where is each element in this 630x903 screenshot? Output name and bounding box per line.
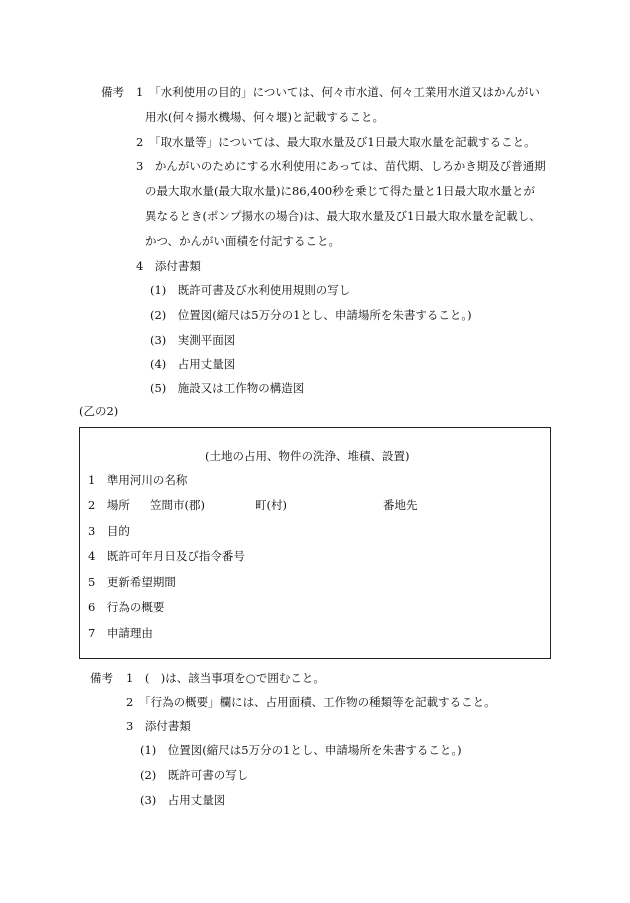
remark2-2: 2 「行為の概要」欄には、占用面積、工作物の種類等を記載すること。	[126, 695, 496, 709]
form-item-location-town: 町(村)	[255, 498, 287, 512]
remark2-attachment-2: (2) 既許可書の写し	[140, 768, 249, 782]
remark-1-line-1: 1 「水利使用の目的」については、何々市水道、何々工業用水道又はかんがい	[136, 85, 540, 99]
remark2-attachment-1: (1) 位置図(縮尺は5万分の1とし、申請場所を朱書すること。)	[140, 743, 462, 757]
form-item-location-city: 笠間市(郡)	[150, 498, 205, 512]
attachment-3: (3) 実測平面図	[150, 333, 236, 347]
remark-3-line-4: かつ、かんがい面積を付記すること。	[145, 234, 341, 248]
remarks-label: 備考	[101, 85, 124, 99]
remarks-label-2: 備考	[90, 671, 113, 685]
remark-2: 2 「取水量等」については、最大取水量及び1日最大取水量を記載すること。	[136, 135, 536, 149]
attachment-1: (1) 既許可書及び水利使用規則の写し	[150, 283, 351, 297]
form-item-location-label: 2 場所	[88, 498, 130, 512]
remark2-3-attachments: 3 添付書類	[126, 719, 191, 733]
form-item-prior-permit: 4 既許可年月日及び指令番号	[88, 549, 245, 563]
attachment-2: (2) 位置図(縮尺は5万分の1とし、申請場所を朱書すること。)	[150, 308, 472, 322]
form-item-activity-overview: 6 行為の概要	[88, 600, 165, 614]
attachment-4: (4) 占用丈量図	[150, 357, 236, 371]
remark-3-line-3: 異なるとき(ポンプ揚水の場合)は、最大取水量及び1日最大取水量を記載し、	[145, 209, 541, 223]
remark2-1: 1 ( )は、該当事項を○で囲むこと。	[126, 671, 325, 685]
form-title: (土地の占用、物件の洗浄、堆積、設置)	[205, 449, 410, 463]
form-item-renewal-period: 5 更新希望期間	[88, 575, 176, 589]
remark-3-line-1: 3 かんがいのためにする水利使用にあっては、苗代期、しろかき期及び普通期	[136, 159, 546, 173]
remark-3-line-2: の最大取水量(最大取水量)に86,400秒を乗じて得た量と1日最大取水量とが	[145, 184, 536, 198]
form-item-purpose: 3 目的	[88, 524, 130, 538]
remark-4-attachments: 4 添付書類	[136, 259, 201, 273]
attachment-5: (5) 施設又は工作物の構造図	[150, 381, 305, 395]
form-item-location-address: 番地先	[383, 498, 418, 512]
remark-1-line-2: 用水(何々揚水機場、何々堰)と記載すること。	[145, 110, 384, 124]
remark2-attachment-3: (3) 占用丈量図	[140, 793, 226, 807]
form-item-river-name: 1 準用河川の名称	[88, 473, 188, 487]
section-label: (乙の2)	[79, 404, 119, 418]
form-item-application-reason: 7 申請理由	[88, 626, 153, 640]
